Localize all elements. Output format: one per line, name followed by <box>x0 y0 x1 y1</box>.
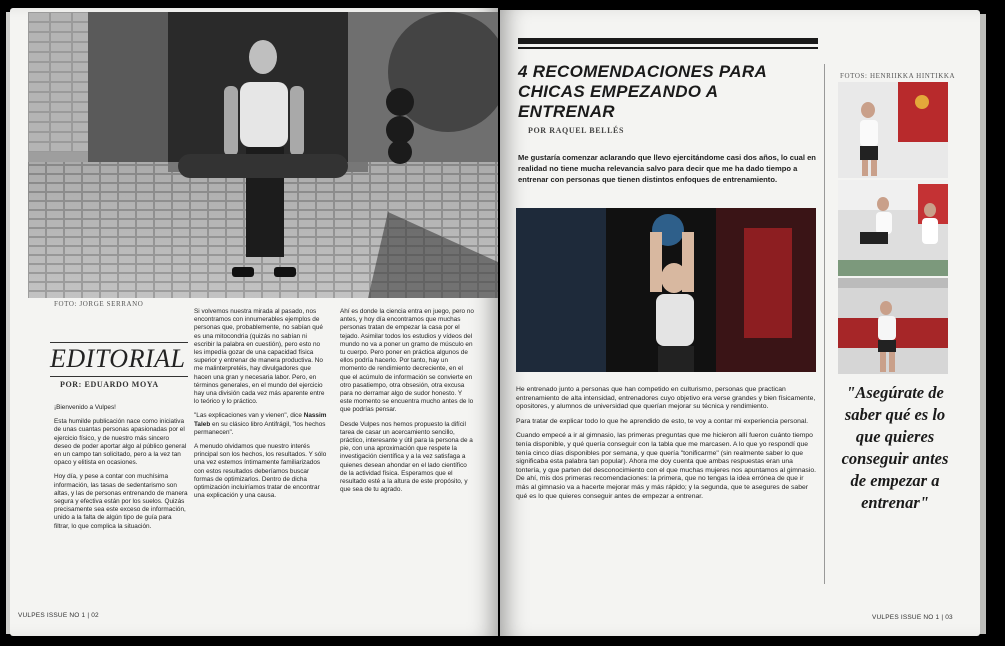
editorial-title: EDITORIAL <box>50 344 186 373</box>
header-bar-thin <box>518 47 818 49</box>
paragraph: Para tratar de explicar todo lo que he aprendido de esto, te voy a contar mi experiencia personal. <box>516 417 809 425</box>
sidebar-photo-2 <box>838 180 948 276</box>
sidebar-photo-3 <box>838 278 948 374</box>
right-folio: VULPES ISSUE NO 1 | 03 <box>872 614 953 621</box>
left-folio: VULPES ISSUE NO 1 | 02 <box>18 612 99 619</box>
editorial-rule-bottom <box>50 376 188 377</box>
author-name: Nassim Taleb <box>194 412 327 428</box>
article-lead: Me gustaría comenzar aclarando que llevo ejercitándome casi dos años, lo cual en realidad no tiene mucha relevancia salvo para decir que me ha dado tiempo a entrenar con personas que tienen distintos enfoques de entrenamiento. <box>518 153 816 184</box>
sidebar-photo-1 <box>838 82 948 178</box>
pull-quote: "Asegúrate de saber qué es lo que quieres conseguir antes de empezar a entrenar" <box>841 383 949 512</box>
editorial-byline: POR: EDUARDO MOYA <box>60 380 159 389</box>
paragraph: Cuando empecé a ir al gimnasio, las primeras preguntas que me hicieron allí fueron cuánto tiempo tenía disponible, y qué quería conseguir con la tabla que me marcasen. A lo que yo respondí que tenía cinco días disponibles por semana, y que quería "tonificarme" (sin realmente saber lo que significaba esta palabra tan popular). Ahora me doy cuenta que ambas respuestas eran una tontería, y que parten del desconocimiento con el que muchas mujeres nos apuntamos al gimnasio. De ahí, mis dos primeras recomendaciones: la primera, que no tengas la idea errónea de que ir más al gimnasio va a hacerte mejorar más y más rápido; y la segunda, que te asegures de saber qué es lo que quieres conseguir antes de empezar a entrenar. <box>516 432 816 500</box>
paragraph: Hoy día, y pese a contar con muchísima información, las tasas de sedentarismo son altas, y las de personas entrenando de manera segura y efectiva están por los suelos. Quizás precisamente sea este exceso de información, unido a la falta de algún tipo de guía para filtrar, lo que complica la situación. <box>54 473 188 530</box>
article-headline: 4 RECOMENDACIONES PARA CHICAS EMPEZANDO A ENTRENAR <box>518 62 767 121</box>
main-photo-kettlebell <box>516 208 816 372</box>
paragraph: Esta humilde publicación nace como iniciativa de unas cuantas personas apasionadas por el ejercicio físico, y de nuestro más sincero deseo de poder aportar algo al público general en un campo tan solicitado, pero a la vez tan opaco y elitista en ocasiones. <box>54 418 187 467</box>
left-page <box>10 8 498 636</box>
sidebar-rule <box>824 64 825 584</box>
paragraph: A menudo olvidamos que nuestro interés principal son los hechos, los resultados. Y sólo una vez estemos íntimamente familiarizados con estos resultados deberíamos buscar formas de optimizarlos. Dentro de dicha optimización incluiríamos tratar de encontrar una explicación y una causa. <box>194 443 327 500</box>
quote-text: "Las explicaciones van y vienen", dice <box>194 412 302 420</box>
editorial-column-2 <box>194 308 328 506</box>
article-body <box>516 386 818 507</box>
main-photo-illustration <box>516 208 816 372</box>
hero-photo-illustration <box>28 12 498 298</box>
quote-text-cont: en su clásico libro Antifrágil, "los hechos permanecen". <box>194 420 326 436</box>
paragraph: Desde Vulpes nos hemos propuesto la difícil tarea de casar un acercamiento sencillo, práctico, interesante y útil para la persona de a pie, con una aproximación que respete la investigación científica y a la vez satisfaga a quienes desean ahondar en el lado científico de la actividad física. Esperamos que el resultado esté a la altura de este propósito, y que sea de tu agrado. <box>340 420 473 494</box>
right-photo-credit: FOTOS: HENRIIKKA HINTIKKA <box>840 72 956 80</box>
paragraph: ¡Bienvenido a Vulpes! <box>54 404 116 411</box>
paragraph: Ahí es donde la ciencia entra en juego, pero no antes, y hoy día encontramos que muchas personas tratan de empezar la casa por el tejado. Asimilar todos los estudios y vídeos del mundo no va a poner un gramo de músculo en tu cuerpo. Pero poner en práctica algunos de ellos podría hacerlo. Por tanto, hay un momento de rendimiento decreciente, en el que el acúmulo de información se convierte en otro pasatiempo, otra obsesión, otra excusa para no derramar algo de sudor honesto. Y este momento se encuentra mucho antes de lo que podrías pensar. <box>340 308 474 414</box>
sidebar-photo-3-illustration <box>838 278 948 374</box>
sidebar-photo-2-illustration <box>838 180 948 276</box>
paragraph: Si volvemos nuestra mirada al pasado, nos encontramos con innumerables ejemplos de personas que, probablemente, no sabían qué es una mitocondria (quizás no sabían ni escribir la palabra en cuestión), pero esto no les impedía gozar de una capacidad física superior y entrenar de manera productiva. No me malinterpretéis, hay divulgadores que hacen una gran y necesaria labor. Pero, en términos generales, en el mundo del ejercicio hay una división cada vez más aparente entre lo teórico y lo práctico. <box>194 308 325 406</box>
left-photo-credit: FOTO: JORGE SERRANO <box>54 300 144 308</box>
hero-photo-man-lifting <box>28 12 498 298</box>
editorial-column-1 <box>54 404 188 537</box>
editorial-column-3 <box>340 308 474 500</box>
editorial-rule-top <box>50 342 188 343</box>
quote-paragraph <box>194 412 328 437</box>
article-byline: POR RAQUEL BELLÉS <box>528 126 625 135</box>
sidebar-photo-1-illustration <box>838 82 948 178</box>
paragraph: He entrenado junto a personas que han competido en culturismo, personas que practican entrenamiento de alta intensidad, entrenadores cuyo objetivo era verse grandes y bien físicamente, opositores, y alumnos de universidad que querían mejorar su técnica y rendimiento. <box>516 386 816 411</box>
header-bar-thick <box>518 38 818 44</box>
right-page <box>500 10 980 636</box>
